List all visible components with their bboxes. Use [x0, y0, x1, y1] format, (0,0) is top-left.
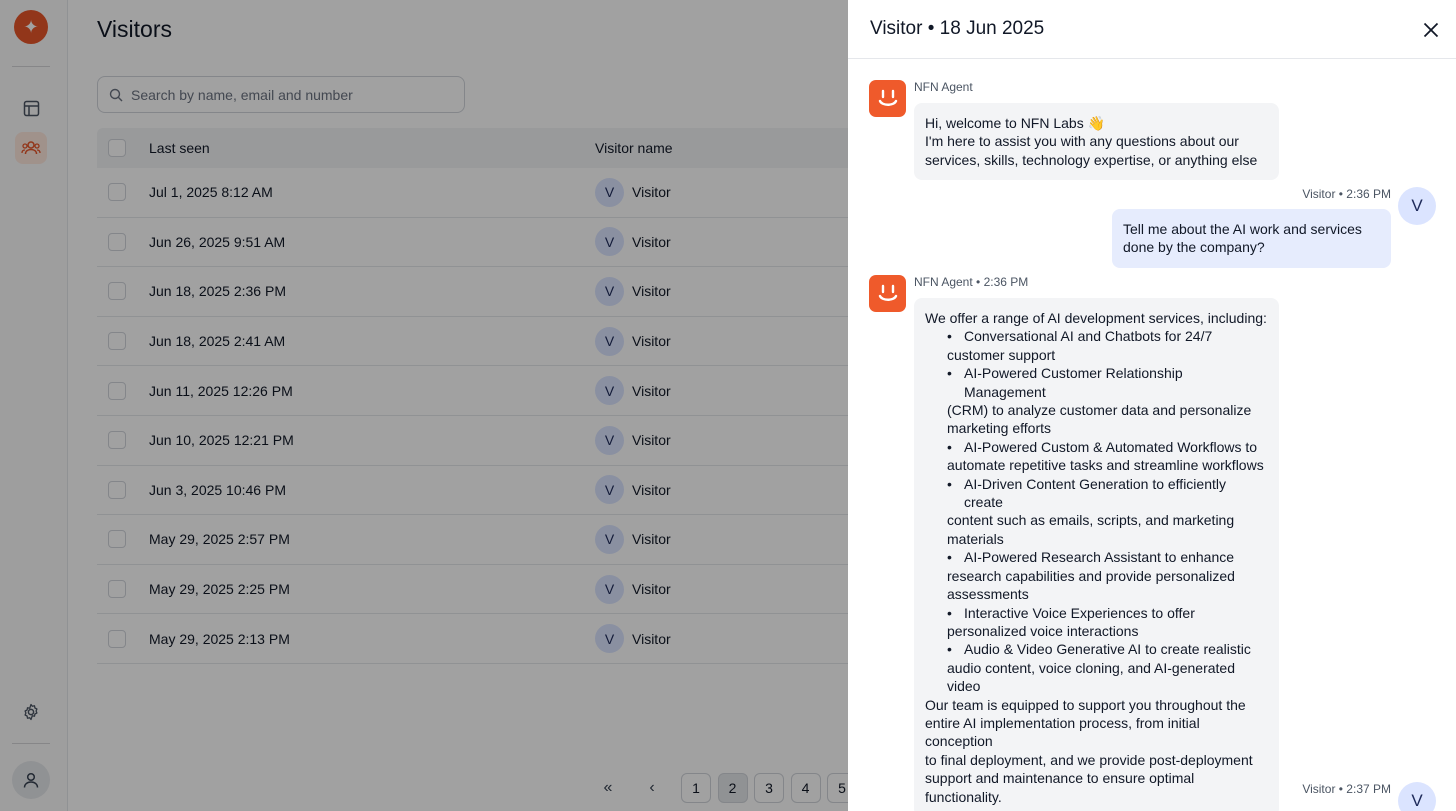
- visitor-name: Visitor: [632, 184, 671, 201]
- visitor-avatar: V: [595, 178, 624, 207]
- message-line: Our team is equipped to support you throughout the: [925, 696, 1246, 713]
- list-item-line: • Interactive Voice Experiences to offer: [964, 604, 1195, 621]
- services-list: [925, 327, 1268, 695]
- agent-message: [914, 103, 1279, 180]
- page-button-4[interactable]: 4: [791, 773, 821, 803]
- visitor-name: Visitor: [632, 630, 671, 647]
- page-button-1[interactable]: 1: [681, 773, 711, 803]
- visitor-name: Visitor: [632, 531, 671, 548]
- last-seen-cell: Jun 3, 2025 10:46 PM: [149, 481, 286, 498]
- list-item-line: materials: [947, 530, 1004, 547]
- message-line: We offer a range of AI development services, including:: [925, 310, 1267, 326]
- message-outro: [925, 696, 1268, 806]
- message-line: done by the company?: [1123, 239, 1265, 256]
- visitor-avatar: V: [595, 525, 624, 554]
- list-item: [947, 364, 1268, 438]
- list-item: [947, 438, 1268, 475]
- visitor-avatar: V: [595, 376, 624, 405]
- last-seen-cell: Jun 18, 2025 2:36 PM: [149, 283, 286, 300]
- message-meta: Visitor • 2:36 PM: [1302, 187, 1391, 201]
- message-line: support and maintenance to ensure optimal: [925, 770, 1195, 787]
- visitor-avatar: V: [595, 624, 624, 653]
- list-item-line: • Conversational AI and Chatbots for 24/7: [964, 328, 1213, 345]
- conversation-drawer: [848, 0, 1456, 811]
- list-item-line: marketing efforts: [947, 420, 1052, 437]
- visitor-avatar: V: [595, 426, 624, 455]
- visitor-message: [1112, 209, 1391, 268]
- page-button-2[interactable]: 2: [718, 773, 748, 803]
- list-item-line: • AI-Driven Content Generation to efficiently create: [964, 475, 1226, 511]
- visitor-avatar: V: [1398, 782, 1436, 811]
- last-seen-cell: Jun 10, 2025 12:21 PM: [149, 432, 294, 449]
- smiley-bot-icon: [877, 89, 899, 109]
- visitor-avatar: V: [595, 327, 624, 356]
- list-item: [947, 475, 1268, 549]
- message-line: Tell me about the AI work and services: [1123, 221, 1362, 237]
- list-item-line: assessments: [947, 586, 1029, 603]
- last-seen-cell: Jun 18, 2025 2:41 AM: [149, 333, 286, 350]
- visitor-name: Visitor: [632, 382, 671, 399]
- column-header-last-seen[interactable]: Last seen: [149, 140, 210, 156]
- message-line: to final deployment, and we provide post-deployment: [925, 751, 1253, 768]
- message-line: entire AI implementation process, from initial conception: [925, 714, 1200, 750]
- visitor-name: Visitor: [632, 481, 671, 498]
- prev-page-button[interactable]: ‹: [649, 779, 655, 796]
- list-item: [947, 640, 1268, 695]
- visitor-name: Visitor: [632, 432, 671, 449]
- message-meta: Visitor • 2:37 PM: [1302, 782, 1391, 796]
- message-line: functionality.: [925, 788, 1002, 805]
- page-button-5[interactable]: 5: [827, 773, 857, 803]
- smiley-bot-icon: [877, 284, 899, 304]
- message-line: Hi, welcome to NFN Labs 👋: [925, 115, 1106, 131]
- last-seen-cell: May 29, 2025 2:13 PM: [149, 630, 290, 647]
- message-line: services, skills, technology expertise, or anything else: [925, 151, 1258, 168]
- list-item-line: audio content, voice cloning, and AI-generated: [947, 659, 1235, 676]
- list-item-line: • AI-Powered Research Assistant to enhance: [964, 549, 1235, 566]
- close-button[interactable]: [1420, 19, 1442, 41]
- visitor-avatar: V: [595, 227, 624, 256]
- message-line: I'm here to assist you with any questions about our: [925, 133, 1239, 150]
- list-item-line: • AI-Powered Custom & Automated Workflows to: [964, 438, 1258, 455]
- drawer-header: [848, 0, 1456, 59]
- visitor-name: Visitor: [632, 233, 671, 250]
- list-item-line: customer support: [947, 346, 1056, 363]
- agent-message: [914, 298, 1279, 811]
- close-icon: [1423, 22, 1439, 38]
- drawer-title: Visitor • 18 Jun 2025: [870, 18, 1045, 39]
- list-item-line: content such as emails, scripts, and marketing: [947, 512, 1235, 529]
- agent-avatar: [869, 275, 906, 312]
- list-item-line: video: [947, 678, 981, 695]
- last-seen-cell: May 29, 2025 2:25 PM: [149, 581, 290, 598]
- visitor-avatar: V: [595, 575, 624, 604]
- last-seen-cell: Jun 26, 2025 9:51 AM: [149, 233, 286, 250]
- message-meta: NFN Agent • 2:36 PM: [914, 275, 1029, 289]
- last-seen-cell: Jul 1, 2025 8:12 AM: [149, 184, 273, 201]
- visitor-avatar: V: [595, 475, 624, 504]
- list-item-line: • AI-Powered Customer Relationship Management: [964, 365, 1183, 400]
- list-item-line: personalized voice interactions: [947, 622, 1139, 639]
- visitor-avatar: V: [1398, 187, 1436, 225]
- visitor-name: Visitor: [632, 333, 671, 350]
- list-item: [947, 327, 1268, 364]
- list-item-line: • Audio & Video Generative AI to create realistic: [964, 641, 1251, 658]
- list-item-line: (CRM) to analyze customer data and personalize: [947, 402, 1252, 419]
- visitor-name: Visitor: [632, 283, 671, 300]
- first-page-button[interactable]: «: [603, 779, 613, 796]
- last-seen-cell: Jun 11, 2025 12:26 PM: [149, 382, 293, 399]
- list-item-line: automate repetitive tasks and streamline workflows: [947, 457, 1264, 474]
- message-meta: NFN Agent: [914, 80, 973, 94]
- last-seen-cell: May 29, 2025 2:57 PM: [149, 531, 290, 548]
- page-button-3[interactable]: 3: [754, 773, 784, 803]
- page-title: Visitors: [97, 16, 172, 42]
- sparkle-logo-icon[interactable]: ✦: [14, 10, 48, 44]
- list-item-line: research capabilities and provide personalized: [947, 567, 1235, 584]
- column-header-visitor-name[interactable]: Visitor name: [595, 140, 673, 156]
- agent-avatar: [869, 80, 906, 117]
- list-item: [947, 548, 1268, 603]
- visitor-avatar: V: [595, 277, 624, 306]
- visitor-name: Visitor: [632, 581, 671, 598]
- list-item: [947, 604, 1268, 641]
